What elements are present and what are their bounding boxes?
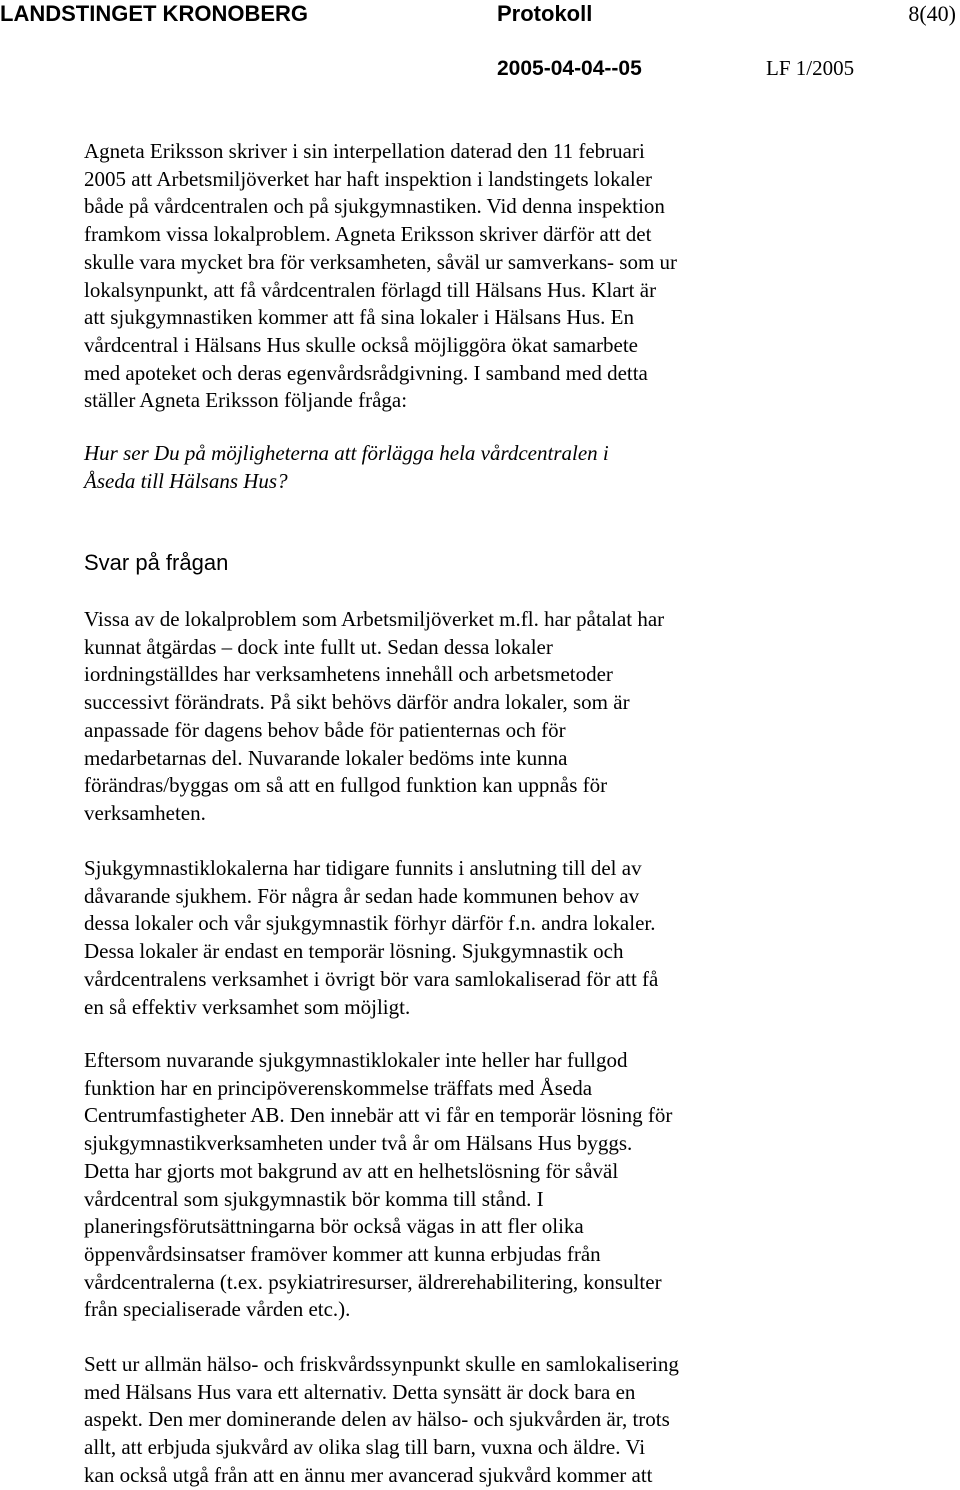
text-line: Dessa lokaler är endast en temporär lösning. Sjukgymnastik och (84, 939, 624, 964)
text-line: med Hälsans Hus vara ett alternativ. Detta synsätt är dock bara en (84, 1379, 636, 1404)
text-line: Agneta Eriksson skriver i sin interpellation daterad den 11 februari (84, 139, 645, 163)
answer-paragraph-4 (84, 1351, 904, 1490)
interpellation-question (84, 440, 904, 495)
answer-paragraph-2 (84, 855, 904, 1021)
text-line: framkom vissa lokalproblem. Agneta Eriksson skriver därför att det (84, 222, 652, 247)
text-line: aspekt. Den mer dominerande delen av hälso- och sjukvården är, trots (84, 1407, 670, 1432)
text-line: Detta har gjorts mot bakgrund av att en helhetslösning för såväl (84, 1158, 619, 1183)
text-line: Eftersom nuvarande sjukgymnastiklokaler inte heller har fullgod (84, 1048, 628, 1072)
text-line: allt, att erbjuda sjukvård av olika slag till barn, vuxna och äldre. Vi (84, 1435, 646, 1460)
text-line: planeringsförutsättningarna bör också vägas in att fler olika (84, 1214, 584, 1239)
intro-paragraph (84, 138, 904, 415)
text-line: Sett ur allmän hälso- och friskvårdssynpunkt skulle en samlokalisering (84, 1352, 679, 1376)
text-line: ställer Agneta Eriksson följande fråga: (84, 388, 408, 413)
answer-paragraph-3 (84, 1047, 904, 1324)
text-line: iordningställdes har verksamhetens innehåll och arbetsmetoder (84, 662, 613, 687)
text-line: Åseda till Hälsans Hus? (84, 468, 288, 493)
text-line: Hur ser Du på möjligheterna att förlägga hela vårdcentralen i (84, 441, 609, 465)
text-line: en så effektiv verksamhet som möjligt. (84, 994, 411, 1019)
text-line: sjukgymnastikverksamheten under två år om Hälsans Hus byggs. (84, 1131, 633, 1156)
organization-name: LANDSTINGET KRONOBERG (0, 1, 308, 26)
text-line: successivt förändrats. På sikt behövs därför andra lokaler, som är (84, 690, 630, 715)
text-line: verksamheten. (84, 800, 206, 825)
text-line: medarbetarnas del. Nuvarande lokaler bedöms inte kunna (84, 745, 568, 770)
text-line: Sjukgymnastiklokalerna har tidigare funnits i anslutning till del av (84, 856, 642, 880)
meeting-date: 2005-04-04--05 (497, 57, 642, 80)
text-line: vårdcentral som sjukgymnastik bör komma till stånd. I (84, 1186, 544, 1211)
text-line: kunnat åtgärdas – dock inte fullt ut. Sedan dessa lokaler (84, 634, 553, 659)
text-line: 2005 att Arbetsmiljöverket har haft inspektion i landstingets lokaler (84, 166, 653, 191)
text-line: vårdcentralerna (t.ex. psykiatriresurser, äldrerehabilitering, konsulter (84, 1269, 662, 1294)
text-line: förändras/byggas om så att en fullgod funktion kan uppnås för (84, 773, 608, 798)
text-line: skulle vara mycket bra för verksamheten, såväl ur samverkans- som ur (84, 249, 678, 274)
text-line: Vissa av de lokalproblem som Arbetsmiljöverket m.fl. har påtalat har (84, 607, 665, 631)
text-line: Centrumfastigheter AB. Den innebär att vi får en temporär lösning för (84, 1103, 673, 1128)
document-type: Protokoll (497, 1, 593, 26)
text-line: med apoteket och deras egenvårdsrådgivning. I samband med detta (84, 360, 648, 385)
document-reference: LF 1/2005 (766, 56, 855, 80)
text-line: dåvarande sjukhem. För några år sedan hade kommunen behov av (84, 883, 640, 908)
text-line: anpassade för dagens behov både för patienternas och för (84, 717, 566, 742)
text-line: både på vårdcentralen och på sjukgymnastiken. Vid denna inspektion (84, 194, 665, 219)
text-line: att sjukgymnastiken kommer att få sina lokaler i Hälsans Hus. En (84, 305, 634, 330)
text-line: funktion har en principöverenskommelse träffats med Åseda (84, 1075, 593, 1100)
page-number: 8(40) (908, 1, 956, 26)
text-line: lokalsynpunkt, att få vårdcentralen förlagd till Hälsans Hus. Klart är (84, 277, 657, 302)
text-line: dessa lokaler och vår sjukgymnastik förhyr därför f.n. andra lokaler. (84, 911, 656, 936)
text-line: kan också utgå från att en ännu mer avancerad sjukvård kommer att (84, 1462, 653, 1487)
answer-heading: Svar på frågan (84, 550, 229, 575)
text-line: öppenvårdsinsatser framöver kommer att kunna erbjudas från (84, 1241, 601, 1266)
text-line: från specialiserade vården etc.). (84, 1297, 351, 1322)
answer-paragraph-1 (84, 606, 904, 828)
text-line: vårdcentralens verksamhet i övrigt bör vara samlokaliserad för att få (84, 966, 659, 991)
text-line: vårdcentral i Hälsans Hus skulle också möjliggöra ökat samarbete (84, 332, 638, 357)
